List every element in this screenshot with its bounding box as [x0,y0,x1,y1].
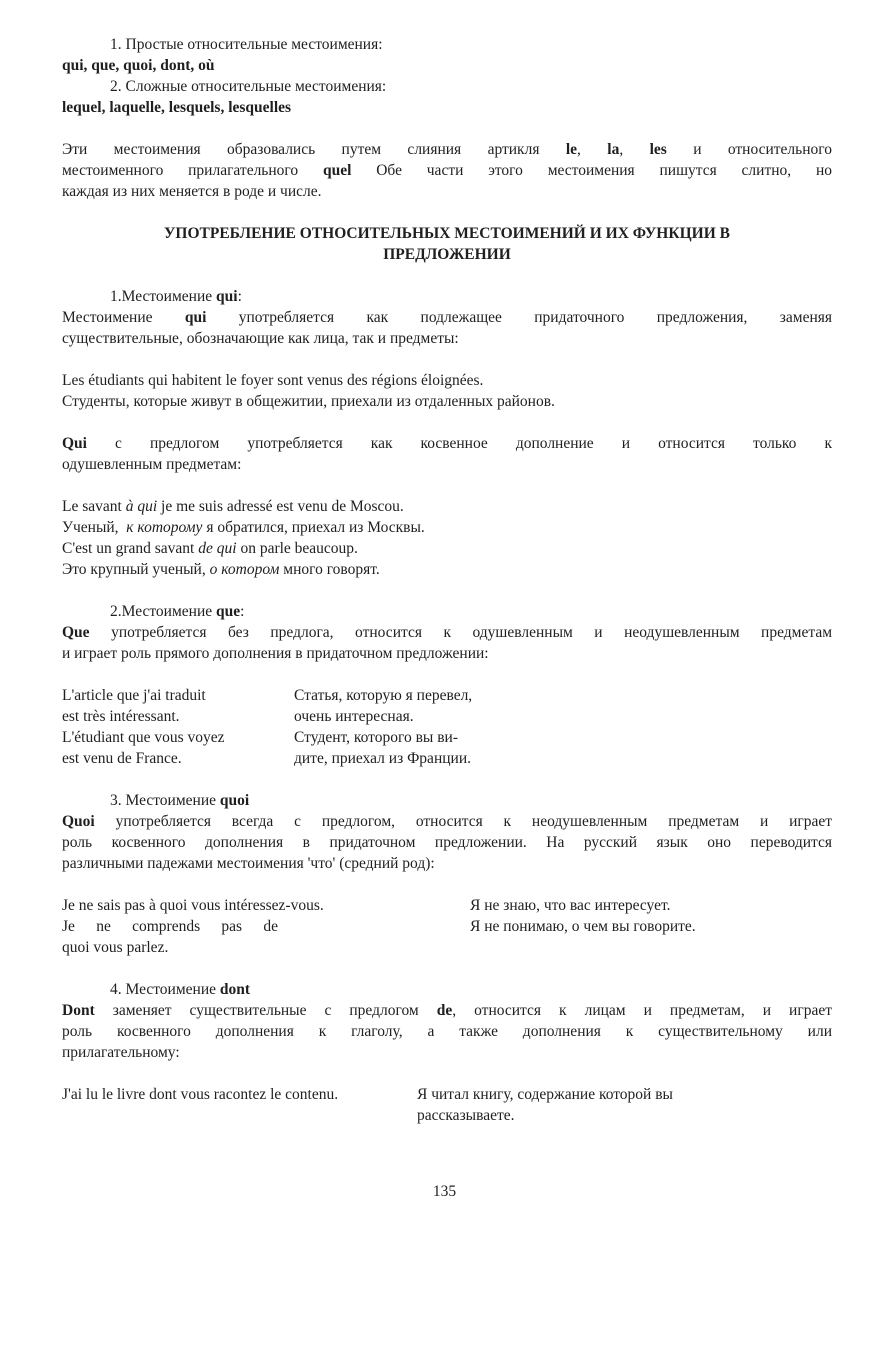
section-heading-line2: ПРЕДЛОЖЕНИИ [383,246,511,263]
qui-title: 1.Местоимение qui: [110,288,242,305]
qui-example2-fr: Le savant à qui je me suis adressé est venu de Moscou. [62,498,404,515]
dont-examples-table [62,1084,832,1126]
dont-example-ru: Я читал книгу, содержание которой вы [417,1086,673,1103]
que-row-fr: est venu de France. [62,750,182,767]
qui-example3-ru: Это крупный ученый, о котором много говорят. [62,561,380,578]
qui-example-ru: Студенты, которые живут в общежитии, приехали из отдаленных районов. [62,393,555,410]
intro-paragraph-line1: Эти местоимения образовались путем слияния артикля le, la, les и относительного [62,141,833,158]
quoi-examples-table [62,895,832,958]
que-row-ru: Статья, которую я перевел, [294,687,473,704]
dont-desc-line3: прилагательному: [62,1044,180,1061]
quoi-example2-fr: Je ne comprends pas de [62,918,278,935]
que-title: 2.Местоимение que: [110,603,245,620]
qui-example2-ru: Ученый, к которому я обратился, приехал из Москвы. [62,519,425,536]
dont-desc-line1: Dont заменяет существительные с предлогом de, относится к лицам и предметам, и играет [62,1002,832,1019]
simple-pronouns-list: qui, que, quoi, dont, où [62,57,215,74]
simple-pronouns-label: 1. Простые относительные местоимения: [110,36,383,53]
quoi-example1-ru: Я не знаю, что вас интересует. [470,897,671,914]
qui-desc-line2: существительные, обозначающие как лица, так и предметы: [62,330,459,347]
qui-example3-fr: C'est un grand savant de qui on parle beaucoup. [62,540,358,557]
que-desc-line2: и играет роль прямого дополнения в придаточном предложении: [62,645,489,662]
dont-desc-line2: роль косвенного дополнения к глаголу, а также дополнения к существительному или [62,1023,832,1040]
complex-pronouns-label: 2. Сложные относительные местоимения: [110,78,387,95]
quoi-desc-line1: Quoi употребляется всегда с предлогом, относится к неодушевленным предметам и играет [62,813,832,830]
que-examples-table [62,685,832,769]
page-content [62,34,832,1126]
section-heading [62,223,832,265]
section-heading-line1: УПОТРЕБЛЕНИЕ ОТНОСИТЕЛЬНЫХ МЕСТОИМЕНИЙ И ИХ ФУНКЦИИ В [164,225,730,242]
que-row-fr: L'étudiant que vous voyez [62,729,225,746]
que-row-fr: L'article que j'ai traduit [62,687,206,704]
page-number: 135 [432,1183,457,1200]
dont-title: 4. Местоимение dont [110,981,251,998]
que-row-ru: очень интересная. [294,708,414,725]
qui-prep-line1: Qui с предлогом употребляется как косвенное дополнение и относится только к [62,435,833,452]
quoi-desc-line3: различными падежами местоимения 'что' (средний род): [62,855,435,872]
dont-example-ru-cont: рассказываете. [417,1107,515,1124]
quoi-example2-ru: Я не понимаю, о чем вы говорите. [470,918,696,935]
quoi-title: 3. Местоимение quoi [110,792,250,809]
que-row-ru: Студент, которого вы ви- [294,729,458,746]
quoi-desc-line2: роль косвенного дополнения в придаточном предложении. На русский язык оно переводится [62,834,832,851]
qui-desc-line1: Местоимение qui употребляется как подлежащее придаточного предложения, заменяя [62,309,833,326]
intro-paragraph-line2: местоименного прилагательного quel Обе части этого местоимения пишутся слитно, но [62,162,832,179]
qui-prep-line2: одушевленным предметам: [62,456,242,473]
que-row-ru: дите, приехал из Франции. [294,750,471,767]
que-desc-line1: Que употребляется без предлога, относится к одушевленным и неодушевленным предметам [62,624,833,641]
qui-example-fr: Les étudiants qui habitent le foyer sont venus des régions éloignées. [62,372,484,389]
dont-example-fr: J'ai lu le livre dont vous racontez le contenu. [62,1086,339,1103]
intro-paragraph-line3: каждая из них меняется в роде и числе. [62,183,322,200]
quoi-example1-fr: Je ne sais pas à quoi vous intéressez-vous. [62,897,324,914]
que-row-fr: est très intéressant. [62,708,180,725]
quoi-example2-fr-cont: quoi vous parlez. [62,939,169,956]
complex-pronouns-list: lequel, laquelle, lesquels, lesquelles [62,99,292,116]
